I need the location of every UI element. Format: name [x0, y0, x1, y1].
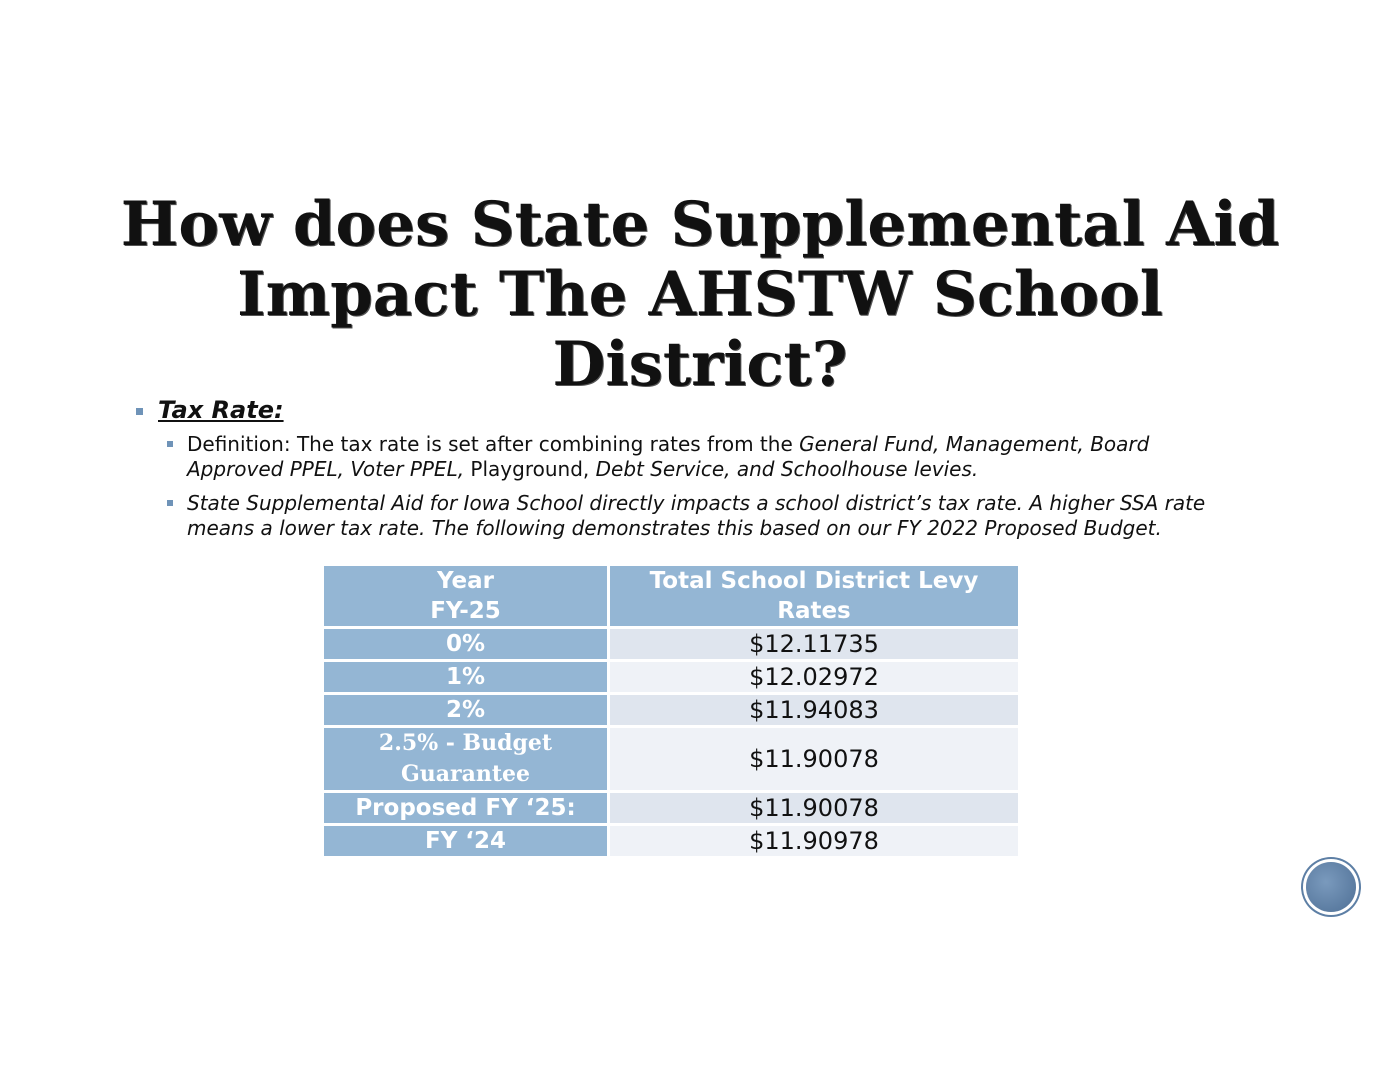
row-label: 1%: [323, 661, 609, 694]
table-row: [323, 727, 1020, 792]
row-value: $11.90078: [609, 792, 1020, 825]
row-label: Proposed FY ‘25:: [323, 792, 609, 825]
row-label: FY ‘24: [323, 825, 609, 858]
table-header-row: [323, 565, 1020, 628]
fy-header-label: FY-25: [430, 598, 501, 624]
year-header: [323, 565, 609, 628]
definition-funds: General Fund, Management, Board Approved PPEL, Voter PPEL,: [187, 432, 1150, 481]
ssa-explanation: State Supplemental Aid for Iowa School directly impacts a school district’s tax rate. A higher SSA rate means a lower tax rate. The following demonstrates this based on our FY 2022 Proposed Budget.: [187, 491, 1206, 540]
bullet-icon: [167, 500, 173, 506]
row-label: 0%: [323, 628, 609, 661]
table-row: [323, 792, 1020, 825]
levy-rates-header: Total School District Levy Rates: [609, 565, 1020, 628]
row-value: $11.90078: [609, 727, 1020, 792]
definition-prefix: Definition: The tax rate is set after combining rates from the: [187, 432, 800, 456]
table-row: [323, 825, 1020, 858]
row-value: $11.94083: [609, 694, 1020, 727]
bullet-icon: [136, 408, 143, 415]
row-value: $11.90978: [609, 825, 1020, 858]
definition-middle: Playground,: [464, 457, 596, 481]
table-row: [323, 628, 1020, 661]
slide-nav-button[interactable]: [1306, 862, 1356, 912]
row-value: $12.11735: [609, 628, 1020, 661]
ssa-text: [187, 491, 1237, 541]
slide-title: How does State Supplemental Aid Impact The AHSTW School District?: [120, 189, 1280, 400]
definition-levies: Debt Service, and Schoolhouse levies.: [595, 457, 979, 481]
definition-text: [187, 432, 1237, 482]
row-label: 2.5% - Budget Guarantee: [323, 727, 609, 792]
table-row: [323, 694, 1020, 727]
tax-rate-heading: Tax Rate:: [158, 396, 284, 424]
levy-rates-table: [321, 563, 1021, 859]
year-header-label: Year: [436, 568, 494, 594]
row-label: 2%: [323, 694, 609, 727]
bullet-icon: [167, 441, 173, 447]
row-value: $12.02972: [609, 661, 1020, 694]
table-row: [323, 661, 1020, 694]
